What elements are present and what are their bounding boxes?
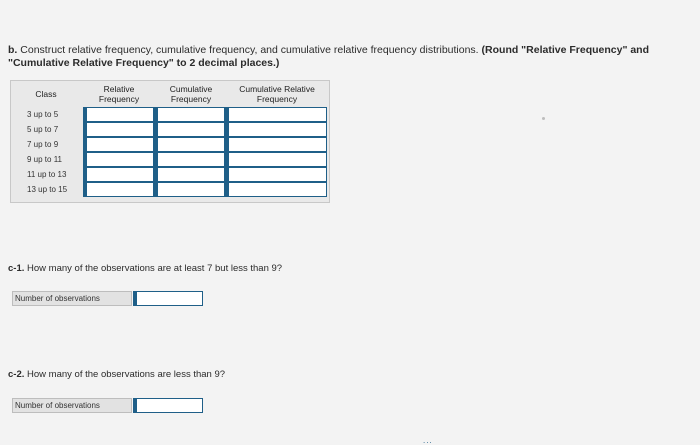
cumulative-frequency-input[interactable] bbox=[154, 122, 225, 137]
class-label: 9 up to 11 bbox=[27, 155, 62, 164]
question-c2-label: c-2. bbox=[8, 369, 25, 380]
relative-frequency-input[interactable] bbox=[83, 152, 154, 167]
answer-c1-label: Number of observations bbox=[12, 291, 132, 306]
table-row bbox=[11, 122, 329, 137]
header-relative-frequency: Relative Frequency bbox=[98, 84, 140, 104]
cumulative-frequency-input[interactable] bbox=[154, 182, 225, 197]
cumulative-relative-frequency-input[interactable] bbox=[225, 167, 327, 182]
relative-frequency-input[interactable] bbox=[83, 137, 154, 152]
cumulative-frequency-input[interactable] bbox=[154, 152, 225, 167]
cumulative-relative-frequency-input[interactable] bbox=[225, 122, 327, 137]
relative-frequency-input[interactable] bbox=[83, 167, 154, 182]
more-indicator: ... bbox=[423, 436, 433, 445]
header-class: Class bbox=[35, 89, 57, 99]
class-label: 5 up to 7 bbox=[27, 125, 59, 134]
class-label: 7 up to 9 bbox=[27, 140, 59, 149]
instructions-text: Construct relative frequency, cumulative frequency, and cumulative relative frequency distributions. bbox=[20, 44, 479, 56]
cumulative-frequency-input[interactable] bbox=[154, 107, 225, 122]
relative-frequency-input[interactable] bbox=[83, 107, 154, 122]
question-c2-text: How many of the observations are less than 9? bbox=[27, 369, 226, 380]
relative-frequency-input[interactable] bbox=[83, 182, 154, 197]
table-row bbox=[11, 137, 329, 152]
question-c2 bbox=[8, 369, 225, 380]
cumulative-frequency-input[interactable] bbox=[154, 167, 225, 182]
instructions bbox=[8, 44, 688, 70]
header-cumulative-frequency: Cumulative Frequency bbox=[169, 84, 213, 104]
cumulative-relative-frequency-input[interactable] bbox=[225, 137, 327, 152]
answer-c1-input[interactable] bbox=[133, 291, 203, 306]
cumulative-relative-frequency-input[interactable] bbox=[225, 107, 327, 122]
question-c1-label: c-1. bbox=[8, 263, 25, 274]
class-label: 11 up to 13 bbox=[27, 170, 67, 179]
answer-c2-label: Number of observations bbox=[12, 398, 132, 413]
rounding-note: (Round "Relative Frequency" and "Cumulative Relative Frequency" to 2 decimal places.) bbox=[8, 44, 650, 69]
cumulative-relative-frequency-input[interactable] bbox=[225, 152, 327, 167]
table-row bbox=[11, 182, 329, 197]
question-c1 bbox=[8, 263, 282, 274]
question-c1-text: How many of the observations are at least 7 but less than 9? bbox=[27, 263, 283, 274]
cumulative-frequency-input[interactable] bbox=[154, 137, 225, 152]
decorative-dot bbox=[542, 117, 545, 120]
answer-c2-input[interactable] bbox=[133, 398, 203, 413]
table-row bbox=[11, 152, 329, 167]
class-label: 3 up to 5 bbox=[27, 110, 59, 119]
part-label: b. bbox=[8, 44, 18, 56]
table-row bbox=[11, 167, 329, 182]
table-row bbox=[11, 107, 329, 122]
class-label: 13 up to 15 bbox=[27, 185, 68, 194]
relative-frequency-input[interactable] bbox=[83, 122, 154, 137]
frequency-table bbox=[10, 80, 330, 203]
header-cumulative-relative-frequency: Cumulative Relative Frequency bbox=[239, 84, 315, 104]
cumulative-relative-frequency-input[interactable] bbox=[225, 182, 327, 197]
